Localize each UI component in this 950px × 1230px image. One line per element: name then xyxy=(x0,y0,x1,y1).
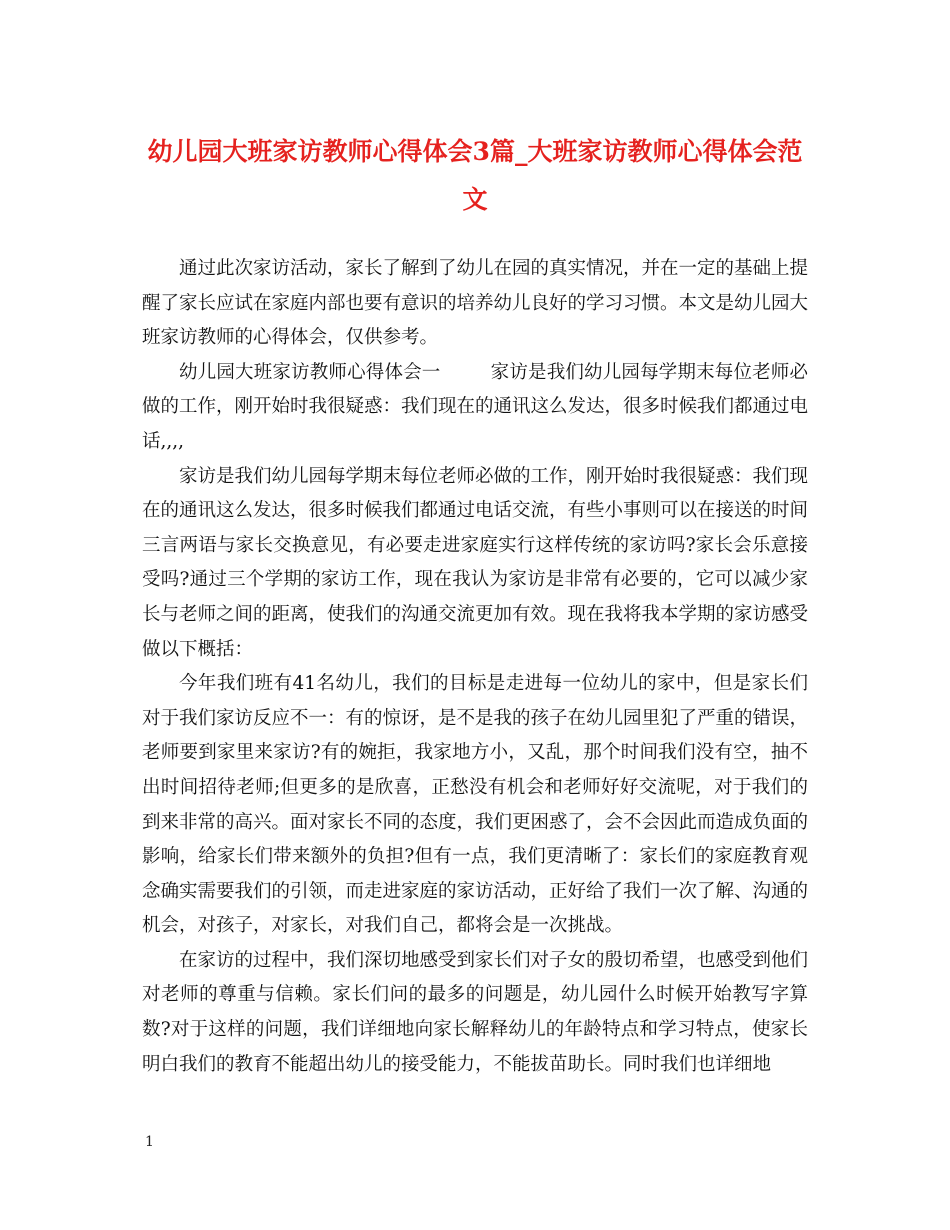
body-paragraph-2: 今年我们班有41名幼儿，我们的目标是走进每一位幼儿的家中，但是家长们对于我们家访反应不一：有的惊讶，是不是我的孩子在幼儿园里犯了严重的错误，老师要到家里来家访?有的婉拒，我家地方小，又乱，那个时间我们没有空，抽不出时间招待老师;但更多的是欣喜，正愁没有机会和老师好好交流呢，对于我们的到来非常的高兴。面对家长不同的态度，我们更困惑了，会不会因此而造成负面的影响，给家长们带来额外的负担?但有一点，我们更清晰了：家长们的家庭教育观念确实需要我们的引领，而走进家庭的家访活动，正好给了我们一次了解、沟通的机会，对孩子，对家长，对我们自己，都将会是一次挑战。 xyxy=(142,673,809,937)
document-body xyxy=(142,252,808,1082)
section-heading: 幼儿园大班家访教师心得体会一 xyxy=(179,361,441,383)
page-number: 1 xyxy=(145,1134,154,1150)
section-heading-paragraph xyxy=(142,356,808,460)
body-paragraph-3: 在家访的过程中，我们深切地感受到家长们对子女的殷切希望，也感受到他们对老师的尊重与信赖。家长们问的最多的问题是，幼儿园什么时候开始教写字算数?对于这样的问题，我们详细地向家长解释幼儿的年龄特点和学习特点，使家长明白我们的教育不能超出幼儿的接受能力，不能拔苗助长。同时我们也详细地 xyxy=(142,949,809,1075)
document-title: 幼儿园大班家访教师心得体会3篇_大班家访教师心得体会范文 xyxy=(147,137,803,214)
intro-paragraph: 通过此次家访活动，家长了解到了幼儿在园的真实情况，并在一定的基础上提醒了家长应试在家庭内部也要有意识的培养幼儿良好的学习习惯。本文是幼儿园大班家访教师的心得体会，仅供参考。 xyxy=(142,258,809,349)
body-paragraph-1: 家访是我们幼儿园每学期末每位老师必做的工作，刚开始时我很疑惑：我们现在的通讯这么发达，很多时候我们都通过电话交流，有些小事则可以在接送的时间三言两语与家长交换意见，有必要走进家庭实行这样传统的家访吗?家长会乐意接受吗?通过三个学期的家访工作，现在我认为家访是非常有必要的，它可以减少家长与老师之间的距离，使我们的沟通交流更加有效。现在我将我本学期的家访感受做以下概括： xyxy=(142,465,809,660)
section-excerpt: 家访是我们幼儿园每学期末每位老师必做的工作，刚开始时我很疑惑：我们现在的通讯这么发达，很多时候我们都通过电话,,,, xyxy=(142,361,809,452)
